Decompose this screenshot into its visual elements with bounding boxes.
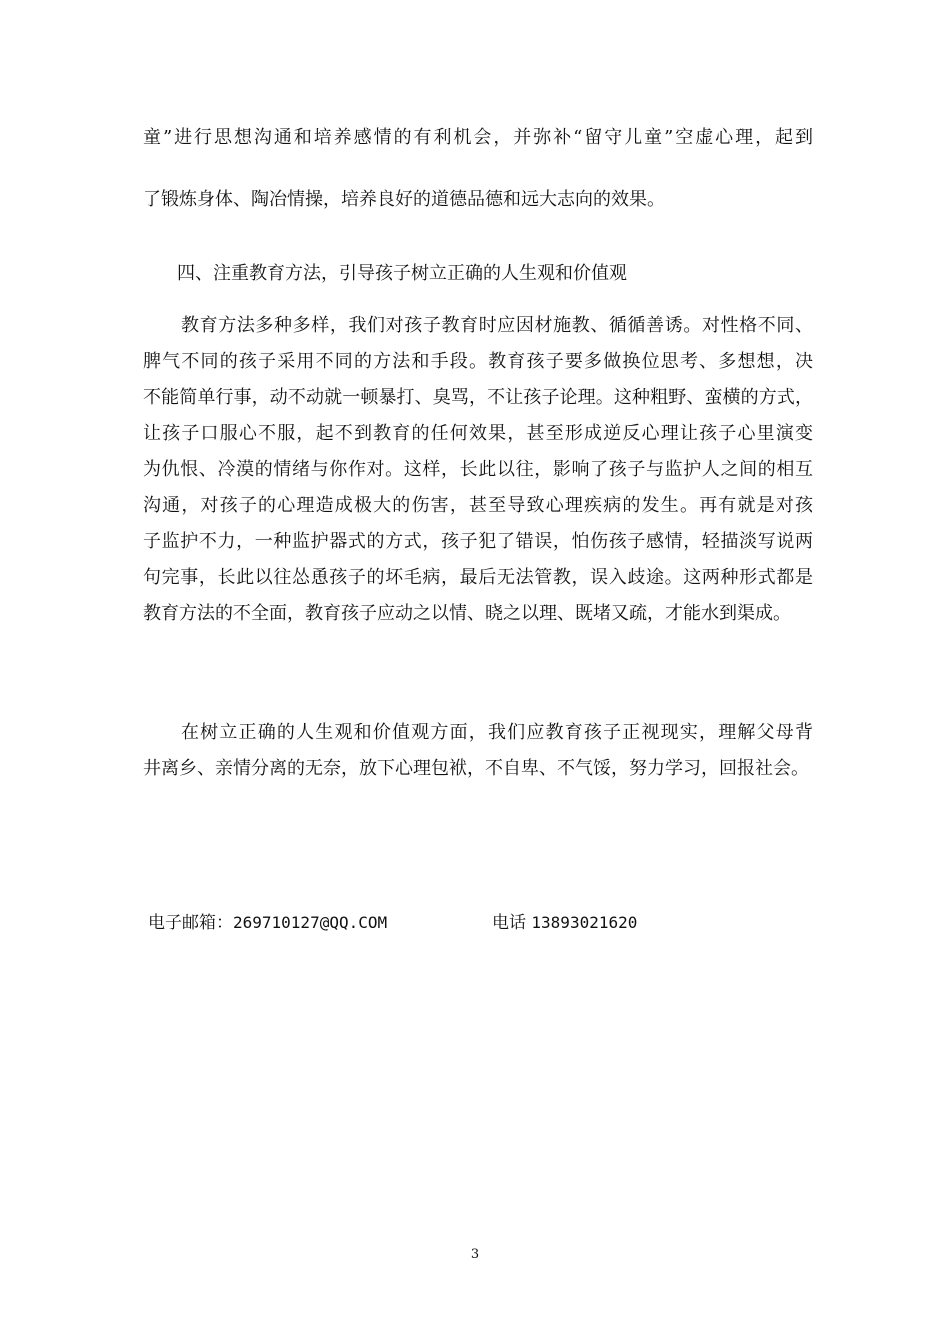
section-heading: 四、注重教育方法，引导孩子树立正确的人生观和价值观 bbox=[177, 263, 627, 284]
methods-line: 教育方法的不全面，教育孩子应动之以情、晓之以理、既堵又疏，才能水到渠成。 bbox=[143, 603, 791, 624]
methods-line: 子监护不力，一种监护器式的方式，孩子犯了错误，怕伤孩子感情，轻描淡写说两 bbox=[143, 531, 813, 552]
values-line: 在树立正确的人生观和价值观方面，我们应教育孩子正视现实，理解父母背 bbox=[181, 722, 813, 743]
methods-line: 不能简单行事，动不动就一顿暴打、臭骂，不让孩子论理。这种粗野、蛮横的方式， bbox=[143, 387, 813, 408]
values-line: 井离乡、亲情分离的无奈，放下心理包袱，不自卑、不气馁，努力学习，回报社会。 bbox=[143, 758, 809, 779]
methods-line: 为仇恨、冷漠的情绪与你作对。这样，长此以往，影响了孩子与监护人之间的相互 bbox=[143, 459, 813, 480]
methods-line: 沟通，对孩子的心理造成极大的伤害，甚至导致心理疾病的发生。再有就是对孩 bbox=[143, 495, 813, 516]
continuation-line-1: 童”进行思想沟通和培养感情的有利机会，并弥补“留守儿童”空虚心理，起到 bbox=[143, 127, 813, 148]
phone-block bbox=[492, 911, 637, 935]
phone-label: 电话 bbox=[492, 913, 526, 933]
methods-line: 让孩子口服心不服，起不到教育的任何效果，甚至形成逆反心理让孩子心里演变 bbox=[143, 423, 813, 444]
phone-value: 13893021620 bbox=[531, 913, 638, 932]
email-value: 269710127@QQ.COM bbox=[233, 913, 388, 932]
methods-line: 句完事，长此以往怂恿孩子的坏毛病，最后无法管教，误入歧途。这两种形式都是 bbox=[143, 567, 813, 588]
methods-line: 脾气不同的孩子采用不同的方法和手段。教育孩子要多做换位思考、多想想，决 bbox=[143, 351, 813, 372]
methods-line: 教育方法多种多样，我们对孩子教育时应因材施教、循循善诱。对性格不同、 bbox=[181, 315, 813, 336]
email-label: 电子邮箱： bbox=[148, 913, 233, 933]
page-number: 3 bbox=[470, 1247, 480, 1262]
email-block bbox=[148, 911, 387, 935]
continuation-line-2: 了锻炼身体、陶冶情操，培养良好的道德品德和远大志向的效果。 bbox=[143, 189, 665, 210]
